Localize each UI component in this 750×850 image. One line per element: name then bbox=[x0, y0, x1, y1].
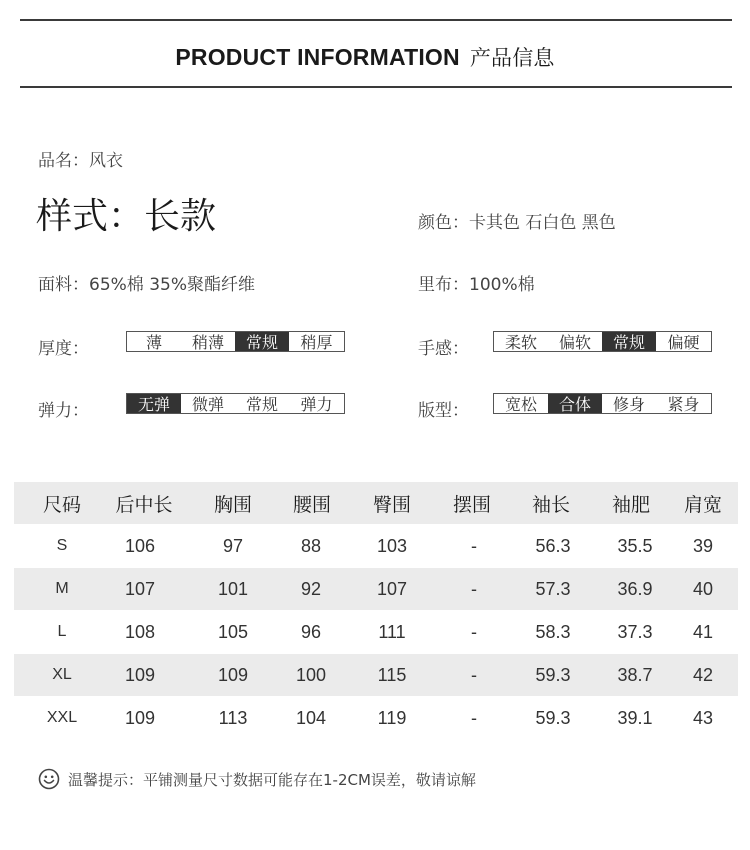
table-cell: - bbox=[471, 664, 477, 685]
table-cell: XXL bbox=[46, 709, 78, 726]
feel-options bbox=[493, 331, 712, 352]
product-lining: 里布：100%棉 bbox=[418, 275, 535, 295]
table-cell: 103 bbox=[376, 535, 408, 556]
thickness-options bbox=[126, 331, 345, 352]
feel-option: 偏硬 bbox=[667, 333, 700, 352]
table-cell: 107 bbox=[124, 578, 156, 599]
measurement-tip bbox=[38, 768, 476, 790]
product-fabric: 面料：65%棉 35%聚酯纤维 bbox=[38, 275, 255, 295]
table-cell: 35.5 bbox=[617, 535, 653, 556]
smiley-icon bbox=[38, 768, 60, 790]
page-title bbox=[0, 42, 730, 72]
fit-option: 合体 bbox=[548, 394, 602, 413]
fit-option: 紧身 bbox=[667, 395, 700, 414]
table-cell: 115 bbox=[377, 664, 407, 685]
table-cell: 57.3 bbox=[535, 578, 571, 599]
header-rule-top bbox=[20, 19, 732, 21]
header-cell: 腰围 bbox=[292, 493, 332, 516]
elasticity-options bbox=[126, 393, 345, 414]
table-cell: 58.3 bbox=[535, 621, 571, 642]
table-row bbox=[14, 611, 738, 653]
product-colors: 颜色：卡其色 石白色 黑色 bbox=[418, 213, 616, 233]
elasticity-label: 弹力： bbox=[38, 401, 89, 421]
table-cell: 101 bbox=[217, 578, 249, 599]
thickness-option: 薄 bbox=[145, 333, 162, 352]
header-cell: 臀围 bbox=[372, 493, 412, 516]
fit-option: 修身 bbox=[612, 395, 645, 414]
header-cell: 胸围 bbox=[213, 493, 253, 516]
table-cell: 109 bbox=[124, 664, 156, 685]
table-cell: 39 bbox=[692, 535, 714, 556]
table-row bbox=[14, 525, 738, 567]
header-cell: 袖肥 bbox=[611, 493, 651, 516]
table-cell: L bbox=[57, 623, 67, 640]
header-rule-bottom bbox=[20, 86, 732, 88]
header-cell: 肩宽 bbox=[683, 493, 723, 516]
table-cell: 42 bbox=[692, 664, 714, 685]
table-row bbox=[14, 568, 738, 610]
fit-label: 版型： bbox=[418, 401, 469, 421]
elasticity-option: 常规 bbox=[245, 395, 278, 414]
table-cell: 59.3 bbox=[535, 664, 571, 685]
table-cell: 109 bbox=[124, 707, 156, 728]
feel-option: 偏软 bbox=[558, 333, 591, 352]
table-cell: S bbox=[56, 537, 68, 554]
table-cell: 41 bbox=[692, 621, 714, 642]
product-name: 品名：风衣 bbox=[38, 151, 123, 171]
table-cell: 43 bbox=[692, 707, 714, 728]
thickness-option: 稍薄 bbox=[191, 333, 224, 352]
table-cell: 40 bbox=[692, 578, 714, 599]
table-cell: 36.9 bbox=[617, 578, 653, 599]
table-cell: 88 bbox=[300, 535, 322, 556]
table-cell: 37.3 bbox=[617, 621, 653, 642]
table-cell: - bbox=[471, 535, 477, 556]
table-cell: 107 bbox=[376, 578, 408, 599]
table-cell: 111 bbox=[378, 621, 406, 642]
table-row bbox=[14, 697, 738, 739]
table-cell: 97 bbox=[222, 535, 244, 556]
table-cell: M bbox=[55, 580, 69, 597]
table-row bbox=[14, 654, 738, 696]
feel-option: 常规 bbox=[602, 332, 656, 351]
table-cell: XL bbox=[52, 666, 72, 683]
feel-option: 柔软 bbox=[504, 333, 537, 352]
elasticity-option: 无弹 bbox=[127, 394, 181, 413]
table-cell: 92 bbox=[300, 578, 322, 599]
elasticity-option: 弹力 bbox=[300, 395, 333, 414]
table-cell: 109 bbox=[217, 664, 249, 685]
table-cell: 108 bbox=[124, 621, 156, 642]
table-cell: 106 bbox=[124, 535, 156, 556]
table-cell: 96 bbox=[300, 621, 322, 642]
thickness-option: 稍厚 bbox=[300, 333, 333, 352]
table-cell: 100 bbox=[295, 664, 327, 685]
title-zh: 产品信息 bbox=[469, 46, 555, 70]
tip-text: 温馨提示：平铺测量尺寸数据可能存在1-2CM误差，敬请谅解 bbox=[68, 770, 476, 789]
table-cell: 113 bbox=[218, 707, 248, 728]
thickness-label: 厚度： bbox=[38, 339, 89, 359]
table-cell: 105 bbox=[217, 621, 249, 642]
table-cell: 59.3 bbox=[535, 707, 571, 728]
thickness-option: 常规 bbox=[235, 332, 289, 351]
feel-label: 手感： bbox=[418, 339, 469, 359]
table-cell: - bbox=[471, 707, 477, 728]
title-en: PRODUCT INFORMATION bbox=[175, 44, 460, 70]
header-cell: 摆围 bbox=[452, 493, 492, 516]
header-cell: 袖长 bbox=[531, 493, 571, 516]
header-cell: 尺码 bbox=[42, 493, 82, 516]
table-cell: 39.1 bbox=[617, 707, 653, 728]
product-style: 样式：长款 bbox=[36, 196, 217, 237]
size-table-header bbox=[14, 482, 738, 524]
table-cell: - bbox=[471, 578, 477, 599]
table-cell: 104 bbox=[295, 707, 327, 728]
table-cell: 119 bbox=[377, 707, 407, 728]
fit-option: 宽松 bbox=[504, 395, 537, 414]
fit-options bbox=[493, 393, 712, 414]
elasticity-option: 微弹 bbox=[191, 395, 224, 414]
table-cell: - bbox=[471, 621, 477, 642]
table-cell: 38.7 bbox=[617, 664, 653, 685]
header-cell: 后中长 bbox=[115, 493, 173, 516]
table-cell: 56.3 bbox=[535, 535, 571, 556]
